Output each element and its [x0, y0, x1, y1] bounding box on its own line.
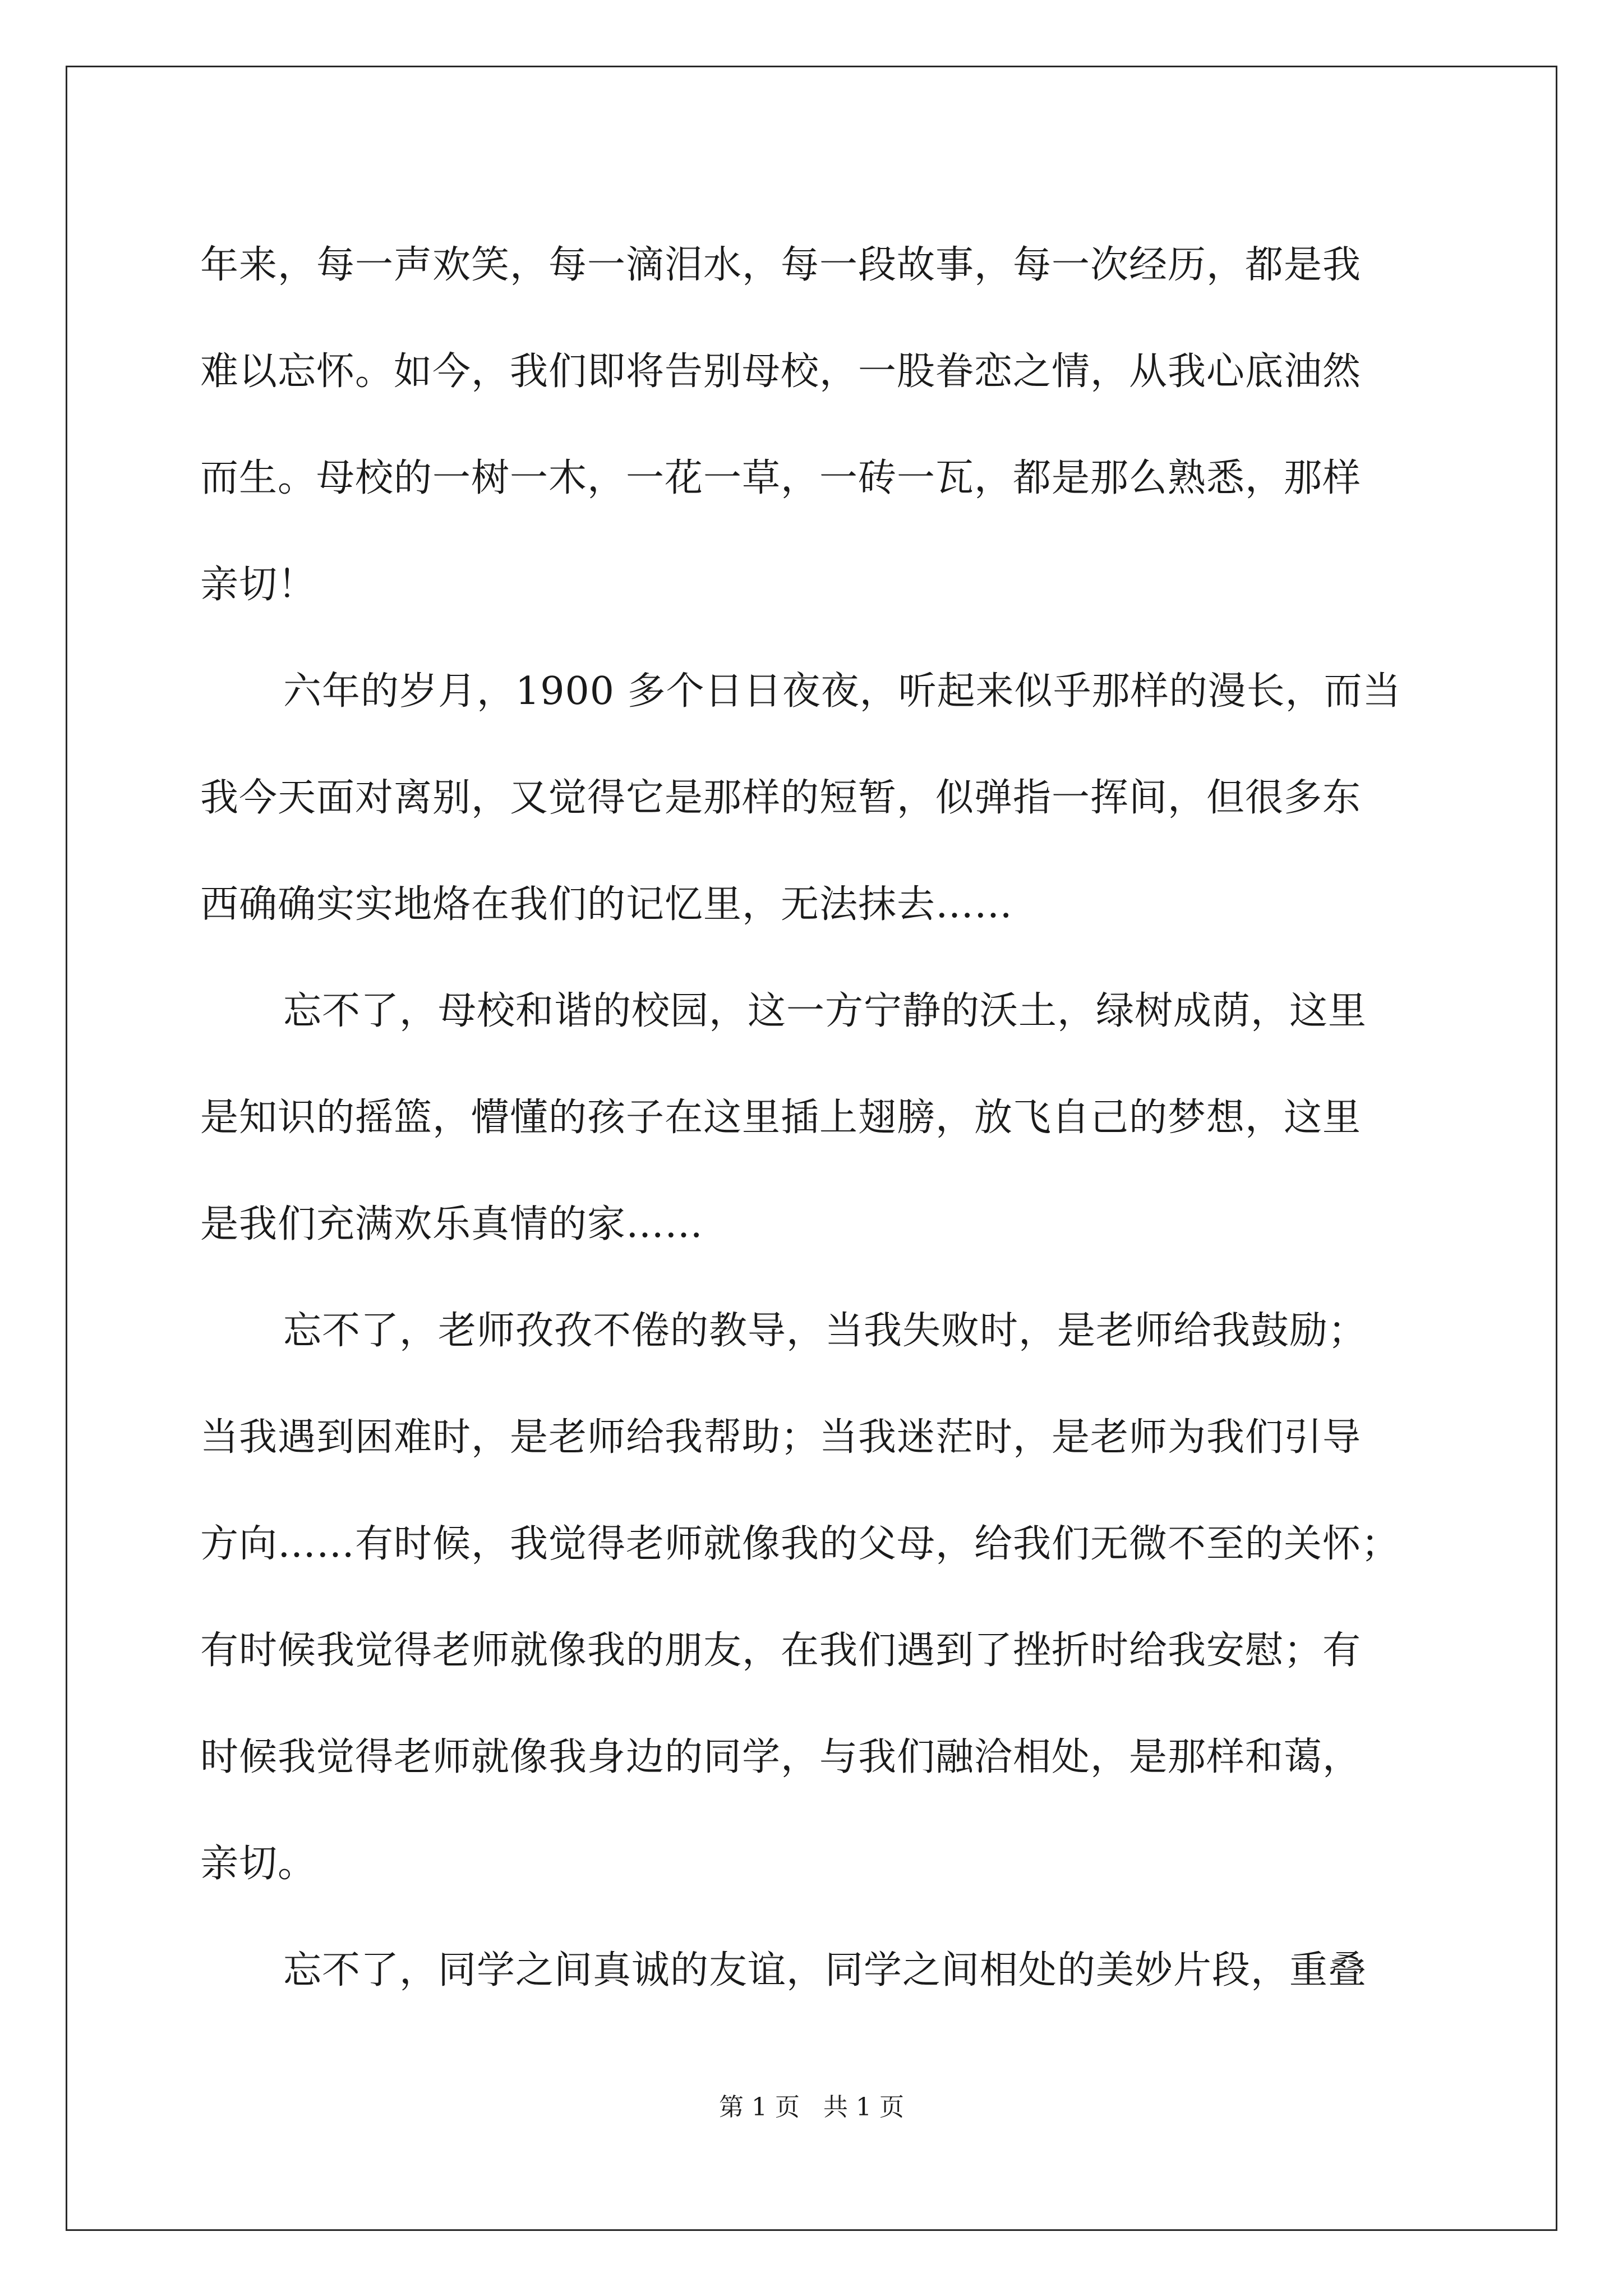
document-body: [200, 212, 1462, 2024]
page-count: 共 1 页: [823, 2093, 904, 2122]
text-line: 年来，每一声欢笑，每一滴泪水，每一段故事，每一次经历，都是我: [200, 243, 1362, 287]
text-line: 而生。母校的一树一木，一花一草，一砖一瓦，都是那么熟悉，那样: [200, 456, 1362, 500]
text-line: 方向……有时候，我觉得老师就像我的父母，给我们无微不至的关怀；: [200, 1522, 1400, 1566]
page-footer: [0, 2087, 1623, 2123]
text-line: 忘不了，同学之间真诚的友谊，同学之间相处的美妙片段，重叠: [283, 1948, 1367, 1993]
text-line: 忘不了，老师孜孜不倦的教导，当我失败时，是老师给我鼓励；: [283, 1309, 1367, 1353]
text-line: 时候我觉得老师就像我身边的同学，与我们融洽相处，是那样和蔼，: [200, 1735, 1362, 1779]
text-line: 当我遇到困难时，是老师给我帮助；当我迷茫时，是老师为我们引导: [200, 1415, 1362, 1460]
text-line: 亲切。: [200, 1842, 317, 1886]
page-number: 第 1 页: [719, 2093, 800, 2122]
text-line: 是我们充满欢乐真情的家……: [200, 1202, 704, 1246]
text-line: 亲切！: [200, 563, 317, 607]
text-line: 西确确实实地烙在我们的记忆里，无法抹去……: [200, 882, 1013, 927]
text-line: 忘不了，母校和谐的校园，这一方宁静的沃土，绿树成荫，这里: [283, 989, 1367, 1033]
text-line: 有时候我觉得老师就像我的朋友，在我们遇到了挫折时给我安慰；有: [200, 1628, 1362, 1673]
text-line: 我今天面对离别，又觉得它是那样的短暂，似弹指一挥间，但很多东: [200, 776, 1362, 820]
text-line: 是知识的摇篮，懵懂的孩子在这里插上翅膀，放飞自己的梦想，这里: [200, 1096, 1362, 1140]
text-line: 难以忘怀。如今，我们即将告别母校，一股眷恋之情，从我心底油然: [200, 349, 1362, 394]
text-line: 六年的岁月，1900 多个日日夜夜，听起来似乎那样的漫长，而当: [283, 669, 1401, 714]
